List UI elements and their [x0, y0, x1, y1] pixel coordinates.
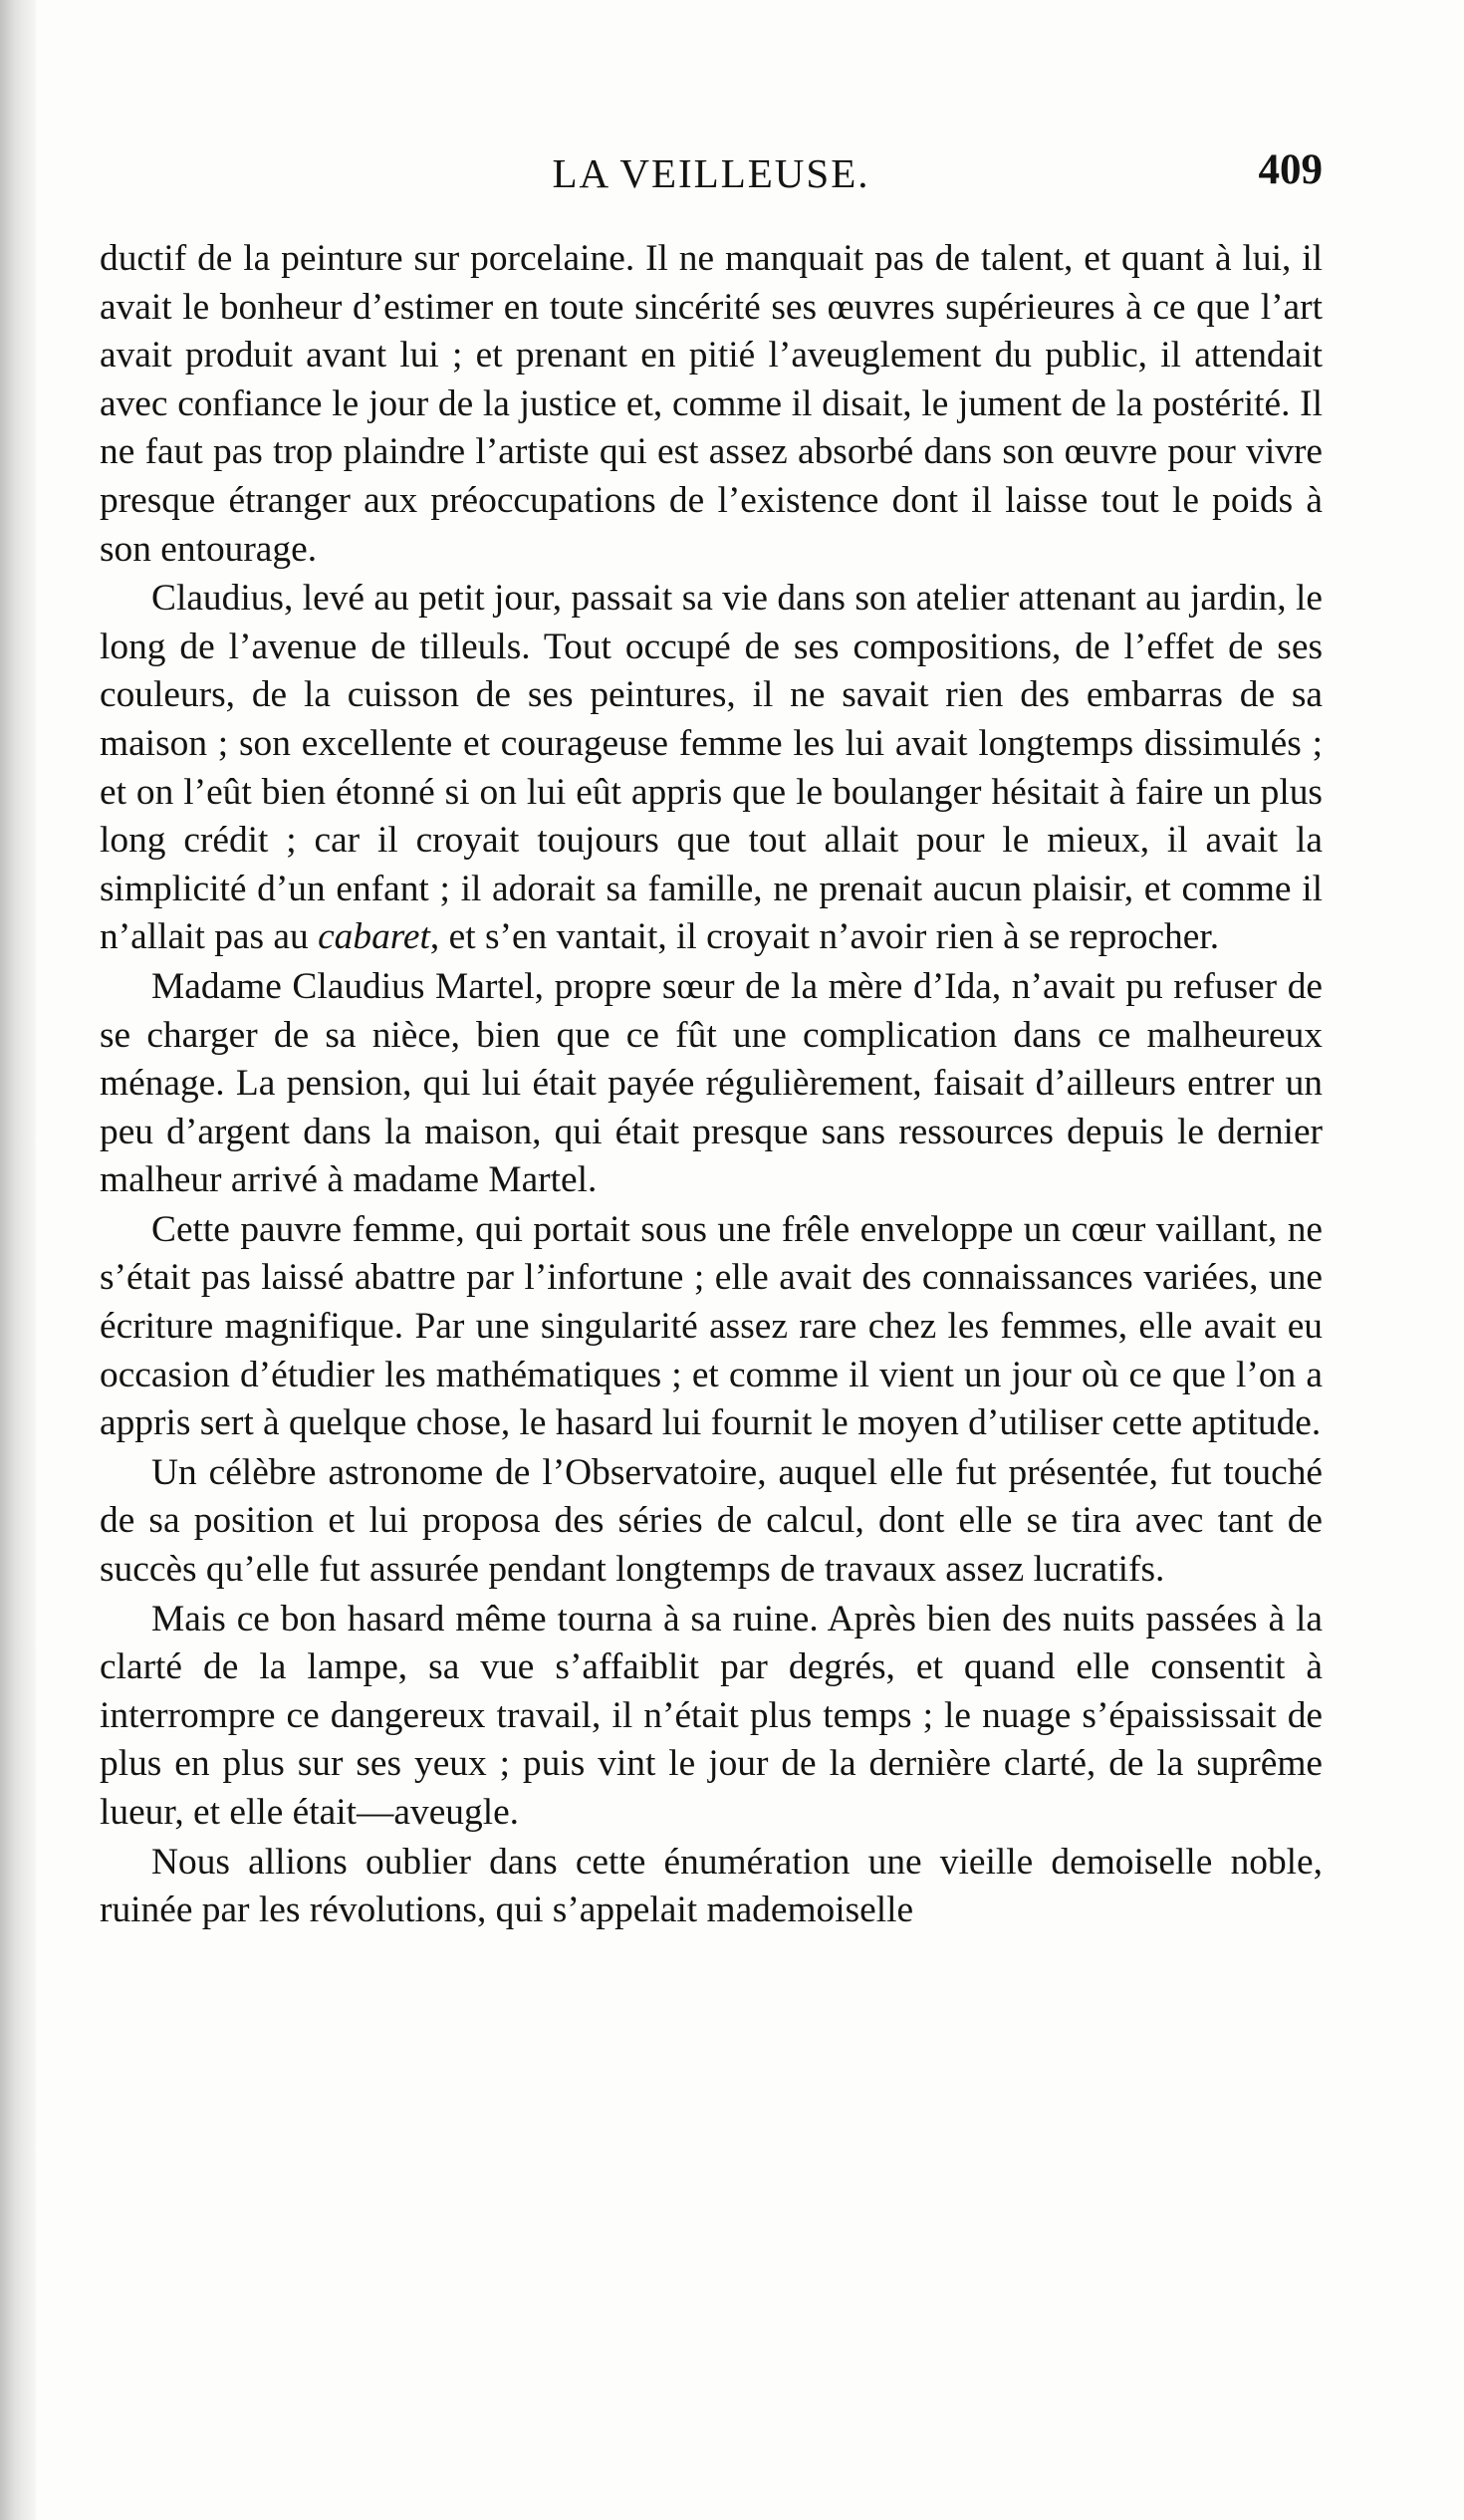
- page-number: 409: [1258, 146, 1323, 193]
- paragraph-3: [100, 963, 1323, 1205]
- paragraph-7: [100, 1839, 1323, 1935]
- paragraph-5: [100, 1449, 1323, 1595]
- italic-word: cabaret: [318, 916, 430, 958]
- paragraph-text: Mais ce bon hasard même tourna à sa ruine. Après bien des nuits passées à la clarté de la lampe, sa vue s’affaiblit par degrés, et quand elle consentit à interrompre ce dangereux travail, il n’était plus temps ; le nuage s’épaississait de plus en plus sur ses yeux ; puis vint le jour de la dernière clarté, de la suprême lueur, et elle était—aveugle.: [100, 1598, 1323, 1833]
- page-edge-shadow: [0, 0, 36, 2520]
- paragraph-4: [100, 1206, 1323, 1448]
- paragraph-text: Nous allions oublier dans cette énumération une vieille demoiselle noble, ruinée par les révolutions, qui s’appelait mademoiselle: [100, 1841, 1323, 1931]
- paragraph-text: Claudius, levé au petit jour, passait sa vie dans son atelier attenant au jardin, le long de l’avenue de tilleuls. Tout occupé de ses compositions, de l’effet de ses couleurs, de la cuisson de ses peintures, il ne savait rien des embarras de sa maison ; son excellente et courageuse femme les lui avait longtemps dissimulés ; et on l’eût bien étonné si on lui eût appris que le boulanger hésitait à faire un plus long crédit ; car il croyait toujours que tout allait pour le mieux, il avait la simplicité d’un enfant ; il adorait sa famille, ne prenait aucun plaisir, et comme il n’allait pas au: [100, 578, 1323, 958]
- paragraph-text: ductif de la peinture sur porcelaine. Il ne manquait pas de talent, et quant à lui, il avait le bonheur d’estimer en toute sincérité ses œuvres supérieures à ce que l’art avait produit avant lui ; et prenant en pitié l’aveuglement du public, il attendait avec confiance le jour de la justice et, comme il disait, le jument de la postérité. Il ne faut pas trop plaindre l’artiste qui est assez absorbé dans son œuvre pour vivre presque étranger aux préoccupations de l’existence dont il laisse tout le poids à son entourage.: [100, 238, 1323, 570]
- paragraph-1: [100, 235, 1323, 574]
- running-head: [100, 139, 1323, 209]
- paragraph-text: Cette pauvre femme, qui portait sous une frêle enveloppe un cœur vaillant, ne s’était pas laissé abattre par l’infortune ; elle avait des connaissances variées, une écriture magnifique. Par une singularité assez rare chez les femmes, elle avait eu occasion d’étudier les mathématiques ; et comme il vient un jour où ce que l’on a appris sert à quelque chose, le hasard lui fournit le moyen d’utiliser cette aptitude.: [100, 1208, 1323, 1444]
- paragraph-2: [100, 575, 1323, 962]
- paragraph-text: , et s’en vantait, il croyait n’avoir rien à se reprocher.: [429, 916, 1220, 958]
- paragraph-text: Madame Claudius Martel, propre sœur de la mère d’Ida, n’avait pu refuser de se charger de sa nièce, bien que ce fût une complication dans ce malheureux ménage. La pension, qui lui était payée régulièrement, faisait d’ailleurs entrer un peu d’argent dans la maison, qui était presque sans ressources depuis le dernier malheur arrivé à madame Martel.: [100, 965, 1323, 1201]
- book-page: [100, 139, 1323, 1936]
- running-title: LA VEILLEUSE.: [552, 150, 870, 196]
- paragraph-6: [100, 1596, 1323, 1838]
- paragraph-text: Un célèbre astronome de l’Observatoire, auquel elle fut présentée, fut touché de sa position et lui proposa des séries de calcul, dont elle se tira avec tant de succès qu’elle fut assurée pendant longtemps de travaux assez lucratifs.: [100, 1451, 1323, 1591]
- body-text: [100, 235, 1323, 1935]
